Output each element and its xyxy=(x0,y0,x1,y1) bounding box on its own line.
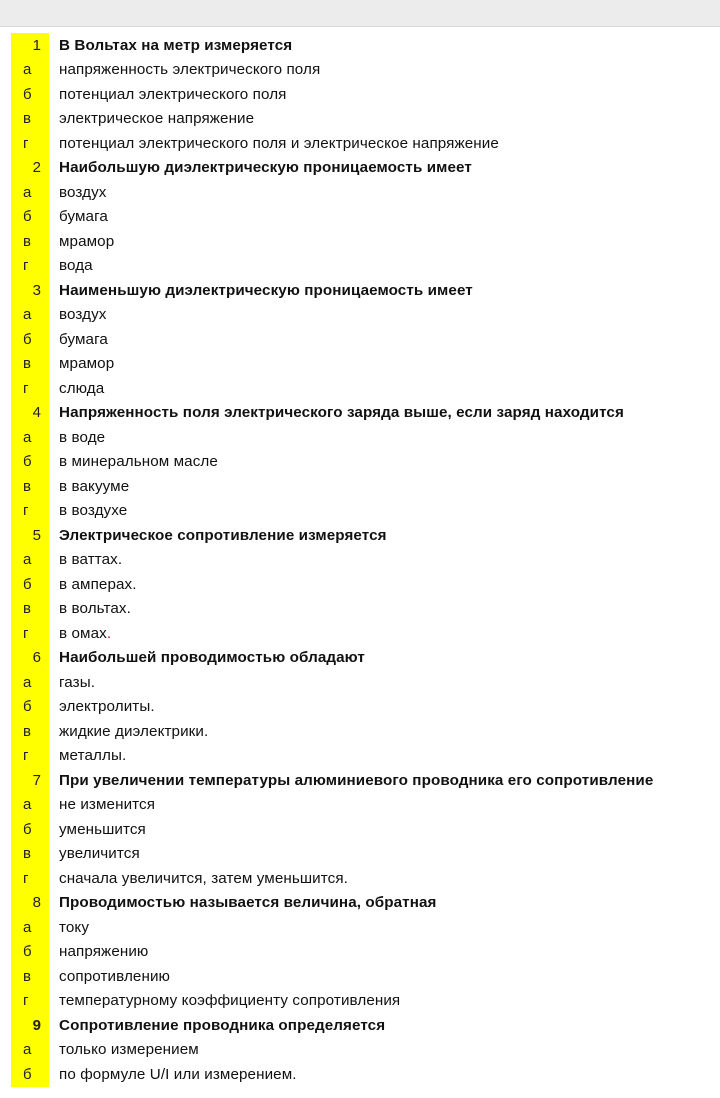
answer-text xyxy=(49,429,105,446)
answer-option xyxy=(11,450,720,475)
answer-option xyxy=(11,793,720,818)
answer-text xyxy=(49,478,129,495)
question-number: 6 xyxy=(11,646,49,671)
question-number: 7 xyxy=(11,768,49,793)
answer-option xyxy=(11,425,720,450)
question-row xyxy=(11,278,720,303)
answer-letter: в xyxy=(11,597,49,622)
answer-letter: г xyxy=(11,621,49,646)
answer-letter: г xyxy=(11,376,49,401)
question-number: 1 xyxy=(11,33,49,58)
question-text: Сопротивление проводника определяется xyxy=(59,1016,386,1034)
answer-letter: а xyxy=(11,303,49,328)
answer-option xyxy=(11,107,720,132)
answer-text xyxy=(49,331,108,348)
answer-letter: б xyxy=(11,327,49,352)
answer-text xyxy=(49,968,170,985)
answer-text-value: в воде xyxy=(59,428,106,446)
answer-option xyxy=(11,376,720,401)
answer-text xyxy=(49,845,140,862)
answer-text-value: вода xyxy=(59,257,93,275)
answer-text xyxy=(49,600,131,617)
answer-letter: в xyxy=(11,842,49,867)
answer-letter: в xyxy=(11,964,49,989)
answer-option xyxy=(11,82,720,107)
answer-text xyxy=(49,747,126,764)
answer-option xyxy=(11,940,720,965)
answer-option xyxy=(11,670,720,695)
answer-text-value: в омах xyxy=(59,624,107,642)
answer-option xyxy=(11,817,720,842)
question-text: Напряженность поля электрического заряда выше, если заряд находится xyxy=(59,404,624,422)
answer-text-value: уменьшится xyxy=(59,820,146,838)
answer-option xyxy=(11,695,720,720)
answer-letter: г xyxy=(11,499,49,524)
answer-text-value: бумага xyxy=(59,330,108,348)
answer-text-value: мрамор xyxy=(59,232,115,250)
answer-text-value: электролиты. xyxy=(59,698,155,716)
answer-text xyxy=(49,1066,297,1083)
answer-option xyxy=(11,621,720,646)
answer-option xyxy=(11,327,720,352)
answer-option xyxy=(11,254,720,279)
answer-text-value: потенциал электрического поля и электрическое напряжение xyxy=(59,134,499,152)
answer-letter: а xyxy=(11,180,49,205)
answer-letter: в xyxy=(11,474,49,499)
answer-option xyxy=(11,180,720,205)
question-row xyxy=(11,523,720,548)
question-row xyxy=(11,33,720,58)
answer-text xyxy=(49,380,104,397)
question-number: 5 xyxy=(11,523,49,548)
question-number: 9 xyxy=(11,1013,49,1038)
answer-text-value: жидкие диэлектрики. xyxy=(59,722,209,740)
answer-option xyxy=(11,964,720,989)
answer-option xyxy=(11,597,720,622)
answer-letter: г xyxy=(11,866,49,891)
answer-text xyxy=(49,625,111,642)
answer-option xyxy=(11,744,720,769)
answer-text-value: только измерением xyxy=(59,1041,199,1059)
answer-text xyxy=(49,919,89,936)
answer-letter: б xyxy=(11,82,49,107)
answer-text-value: газы. xyxy=(59,673,96,691)
top-bar xyxy=(0,0,720,27)
answer-option xyxy=(11,58,720,83)
question-number: 4 xyxy=(11,401,49,426)
answer-letter: г xyxy=(11,131,49,156)
answer-text-value: мрамор xyxy=(59,355,115,373)
answer-text xyxy=(49,453,218,470)
answer-letter: г xyxy=(11,989,49,1014)
answer-text-value: по формуле U/I или измерением. xyxy=(59,1065,297,1083)
answer-text xyxy=(49,355,114,372)
answer-option xyxy=(11,572,720,597)
answer-letter: а xyxy=(11,548,49,573)
answer-text-value: слюда xyxy=(59,379,105,397)
answer-text-value: увеличится xyxy=(59,845,140,863)
question-text: Наибольшую диэлектрическую проницаемость имеет xyxy=(59,159,472,177)
answer-option xyxy=(11,915,720,940)
question-text: Электрическое сопротивление измеряется xyxy=(59,526,387,544)
question-text: Наибольшей проводимостью обладают xyxy=(59,649,365,667)
answer-letter: в xyxy=(11,719,49,744)
answer-letter: в xyxy=(11,229,49,254)
answer-option xyxy=(11,229,720,254)
question-number: 8 xyxy=(11,891,49,916)
question-number: 3 xyxy=(11,278,49,303)
answer-letter: г xyxy=(11,744,49,769)
answer-text-value: в вольтах. xyxy=(59,600,131,618)
answer-option xyxy=(11,842,720,867)
answer-letter: б xyxy=(11,695,49,720)
answer-letter: а xyxy=(11,670,49,695)
question-text: Проводимостью называется величина, обратная xyxy=(59,894,437,912)
answer-text xyxy=(49,86,287,103)
answer-letter: в xyxy=(11,352,49,377)
question-row xyxy=(11,646,720,671)
question-row xyxy=(11,768,720,793)
question-text: В Вольтах на метр измеряется xyxy=(59,36,293,54)
answer-text xyxy=(49,992,400,1009)
answer-text xyxy=(49,61,320,78)
answer-text xyxy=(49,1041,199,1058)
answer-text xyxy=(49,674,95,691)
answer-letter: г xyxy=(11,254,49,279)
answer-text xyxy=(49,233,114,250)
answer-text xyxy=(49,184,106,201)
answer-text-value: току xyxy=(59,918,90,936)
answer-text xyxy=(49,576,137,593)
answer-text xyxy=(49,257,93,274)
answer-text xyxy=(49,796,155,813)
answer-text-value: сначала увеличится, затем уменьшится. xyxy=(59,869,348,887)
answer-letter: б xyxy=(11,205,49,230)
answer-option xyxy=(11,1038,720,1063)
answer-text xyxy=(49,502,127,519)
answer-text xyxy=(49,135,499,152)
answer-letter: а xyxy=(11,793,49,818)
question-row xyxy=(11,891,720,916)
answer-text-value: в вакууме xyxy=(59,477,130,495)
answer-text-value: воздух xyxy=(59,183,107,201)
answer-letter: б xyxy=(11,940,49,965)
answer-text-value: бумага xyxy=(59,208,108,226)
answer-text-value: металлы. xyxy=(59,747,127,765)
answer-text-value: сопротивлению xyxy=(59,967,171,985)
answer-text xyxy=(49,870,348,887)
answer-text-value: температурному коэффициенту сопротивления xyxy=(59,992,401,1010)
answer-letter: а xyxy=(11,425,49,450)
answer-option xyxy=(11,1062,720,1087)
answer-option xyxy=(11,474,720,499)
answer-letter: а xyxy=(11,915,49,940)
question-text: При увеличении температуры алюминиевого проводника его сопротивление xyxy=(59,771,654,789)
answer-text xyxy=(49,943,148,960)
answer-option xyxy=(11,303,720,328)
answer-text xyxy=(49,306,106,323)
question-row xyxy=(11,156,720,181)
answer-letter: б xyxy=(11,1062,49,1087)
answer-text-value: электрическое напряжение xyxy=(59,110,255,128)
question-row xyxy=(11,401,720,426)
answer-option xyxy=(11,719,720,744)
answer-letter: а xyxy=(11,58,49,83)
question-number: 2 xyxy=(11,156,49,181)
answer-letter: а xyxy=(11,1038,49,1063)
answer-text xyxy=(49,723,208,740)
answer-option xyxy=(11,352,720,377)
answer-text xyxy=(49,110,254,127)
answer-text-value: напряженность электрического поля xyxy=(59,61,321,79)
answer-text-value: воздух xyxy=(59,306,107,324)
answer-text xyxy=(49,208,108,225)
answer-text-value: в ваттах. xyxy=(59,551,123,569)
answer-option xyxy=(11,205,720,230)
answer-letter: б xyxy=(11,572,49,597)
test-sheet xyxy=(11,33,720,1087)
question-text: Наименьшую диэлектрическую проницаемость имеет xyxy=(59,281,473,299)
answer-option xyxy=(11,548,720,573)
answer-text-value: потенциал электрического поля xyxy=(59,85,287,103)
answer-letter: в xyxy=(11,107,49,132)
answer-text-value: напряжению xyxy=(59,943,149,961)
question-row xyxy=(11,1013,720,1038)
answer-text-value: не изменится xyxy=(59,796,156,814)
answer-letter: б xyxy=(11,450,49,475)
answer-letter: б xyxy=(11,817,49,842)
answer-option xyxy=(11,989,720,1014)
answer-text-value: в воздухе xyxy=(59,502,128,520)
answer-text xyxy=(49,698,155,715)
red-mark: . xyxy=(106,624,112,642)
answer-option xyxy=(11,131,720,156)
answer-text-value: в минеральном масле xyxy=(59,453,218,471)
answer-text xyxy=(49,821,146,838)
answer-option xyxy=(11,499,720,524)
answer-text-value: в амперах. xyxy=(59,575,137,593)
answer-option xyxy=(11,866,720,891)
answer-text xyxy=(49,551,122,568)
